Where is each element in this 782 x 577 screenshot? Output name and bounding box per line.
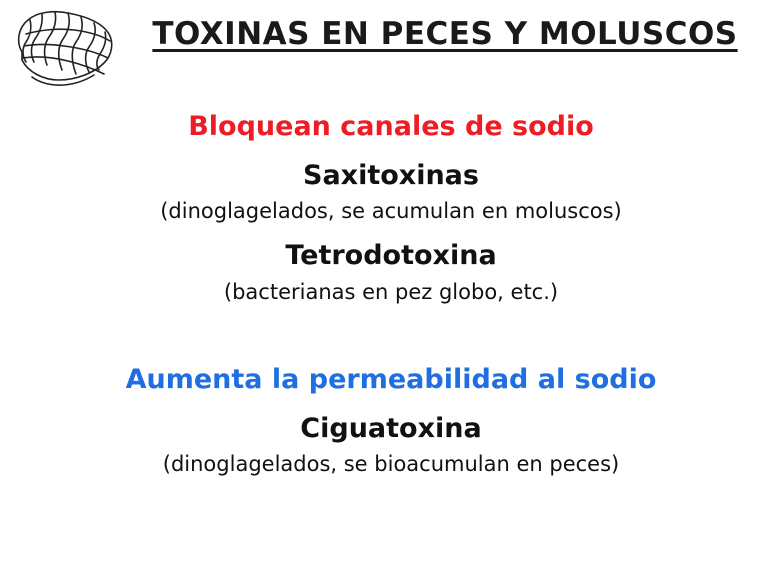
brain-icon — [10, 8, 118, 88]
page-title: TOXINAS EN PECES Y MOLUSCOS — [152, 16, 738, 52]
toxin-note-tetrodotoxina: (bacterianas en pez globo, etc.) — [223, 279, 559, 304]
toxin-name-ciguatoxina: Ciguatoxina — [300, 412, 482, 444]
section-block-1 — [0, 110, 782, 305]
section-heading-red: Bloquean canales de sodio — [188, 111, 594, 142]
section-block-2 — [0, 363, 782, 477]
slide-body — [0, 100, 782, 477]
section-heading-blue: Aumenta la permeabilidad al sodio — [125, 363, 657, 395]
toxin-note-saxitoxinas: (dinoglagelados, se acumulan en moluscos) — [160, 199, 622, 224]
section-spacer — [0, 305, 782, 363]
toxin-note-ciguatoxina: (dinoglagelados, se bioacumulan en peces) — [162, 452, 620, 477]
toxin-name-saxitoxinas: Saxitoxinas — [303, 159, 479, 191]
toxin-name-tetrodotoxina: Tetrodotoxina — [285, 240, 497, 272]
